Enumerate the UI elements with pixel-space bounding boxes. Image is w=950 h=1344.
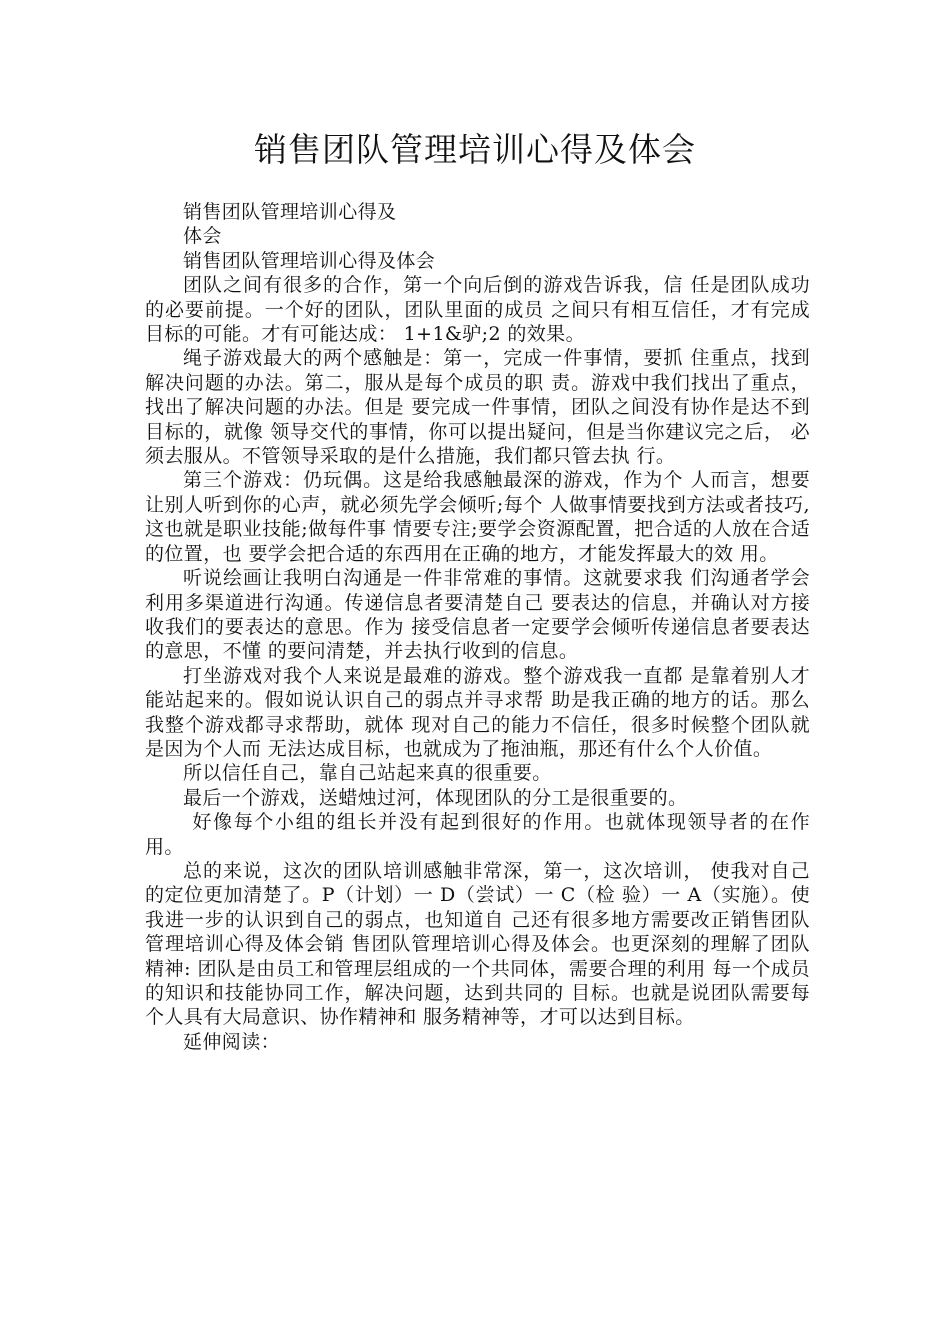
paragraph-sitting-game: 打坐游戏对我个人来说是最难的游戏。整个游戏我一直都 是靠着别人才能站起来的。假如说认识自己的弱点并寻求帮 助是我正确的地方的话。那么我整个游戏都寻求帮助，就体 现对自己的能力不信任，很多时候整个团队就是因为个人而 无法达成目标，也就成为了拖油瓶，那还有什么个人价值。 — [145, 664, 810, 760]
paragraph-summary: 总的来说，这次的团队培训感触非常深，第一，这次培训， 使我对自己的定位更加清楚了。P（计划）一 D（尝试）一 C（检 验）一 A（实施）。使我进一步的认识到自己的弱点，也知道自 己还有很多地方需要改正销售团队管理培训心得及体会销 售团队管理培训心得及体会。也更深刻的理解了团队精神: 团队是由员工和管理层组成的一个共同体，需要合理的利用 每一个成员的知识和技能协同工作，解决问题，达到共同的 目标。也就是说团队需要每个人具有大局意识、协作精神和 服务精神等，才可以达到目标。 — [145, 859, 810, 1029]
paragraph-rope-game: 绳子游戏最大的两个感触是：第一，完成一件事情，要抓 住重点，找到解决问题的办法。第二，服从是每个成员的职 责。游戏中我们找出了重点，找出了解决问题的办法。但是 要完成一件事情，团队之间没有协作是达不到目标的，就像 领导交代的事情，你可以提出疑问，但是当你建议完之后， 必须去服从。不管领导采取的是什么措施，我们都只管去执 行。 — [145, 347, 810, 468]
paragraph-doll-game: 第三个游戏：仍玩偶。这是给我感触最深的游戏，作为个 人而言，想要让别人听到你的心声，就必须先学会倾听;每个 人做事情要找到方法或者技巧,这也就是职业技能;做每件事 情要专注;要学会资源配置，把合适的人放在合适的位置，也 要学会把合适的东西用在正确的地方，才能发挥最大的效 用。 — [145, 469, 810, 565]
paragraph-team-leader: 好像每个小组的组长并没有起到很好的作用。也就体现领导者的在作用。 — [145, 811, 810, 858]
document-title: 销售团队管理培训心得及体会 — [254, 130, 696, 169]
document-body — [145, 200, 810, 1054]
subtitle-line-3: 销售团队管理培训心得及体会 — [183, 249, 436, 272]
subtitle-line-2: 体会 — [183, 225, 222, 248]
paragraph-drawing-game: 听说绘画让我明白沟通是一件非常难的事情。这就要求我 们沟通者学会利用多渠道进行沟通。传递信息者要清楚自己 要表达的信息，并确认对方接收我们的要表达的意思。作为 接受信息者一定要学会倾听传递信息者要表达的意思，不懂 的要问清楚，并去执行收到的信息。 — [145, 567, 810, 663]
paragraph-trust: 团队之间有很多的合作，第一个向后倒的游戏告诉我，信 任是团队成功的必要前提。一个好的团队，团队里面的成员 之间只有相互信任，才有完成目标的可能。才有可能达成： 1+1&驴;2 的效果。 — [145, 274, 810, 346]
paragraph-self-trust: 所以信任自己，靠自己站起来真的很重要。 — [183, 762, 552, 785]
subtitle-line-1: 销售团队管理培训心得及 — [183, 201, 397, 223]
paragraph-further-reading: 延伸阅读： — [183, 1030, 281, 1053]
paragraph-candle-game: 最后一个游戏，送蜡烛过河，体现团队的分工是很重要的。 — [183, 786, 688, 809]
